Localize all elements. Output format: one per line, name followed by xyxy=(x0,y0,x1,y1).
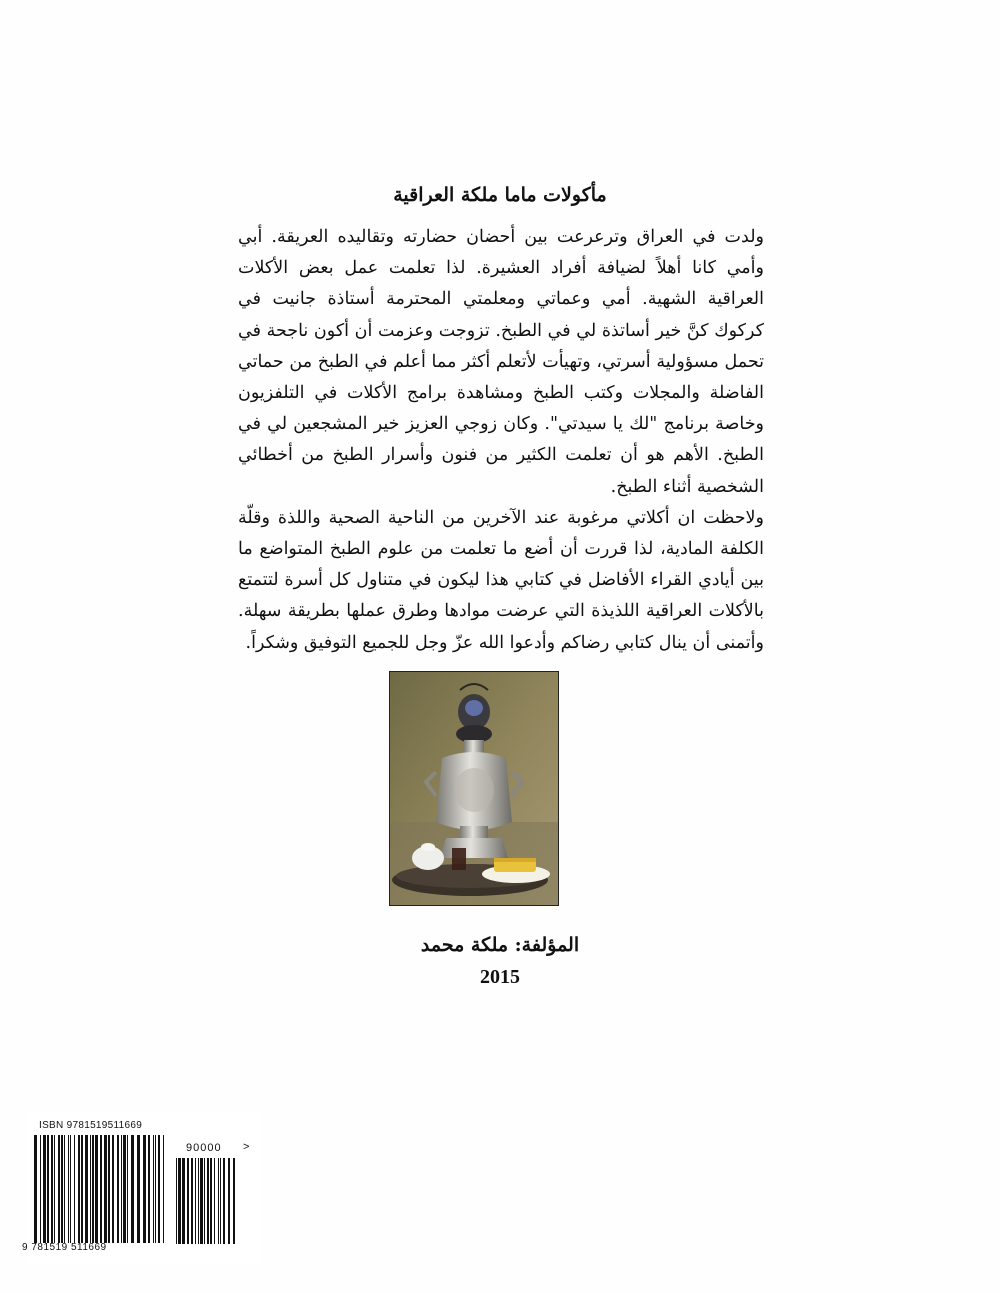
barcode-bar xyxy=(43,1135,46,1243)
price-code: 90000 xyxy=(186,1142,222,1154)
barcode-bar xyxy=(40,1135,41,1243)
barcode-bar xyxy=(210,1158,212,1244)
barcode-bar xyxy=(200,1158,203,1244)
barcode-bar xyxy=(34,1135,37,1243)
barcode-bar xyxy=(95,1135,98,1243)
samovar-photo-illustration xyxy=(390,672,558,905)
barcode-bar xyxy=(143,1135,146,1243)
barcode-bar xyxy=(64,1135,65,1243)
barcode-bar xyxy=(47,1135,49,1243)
barcode-bar xyxy=(207,1158,209,1244)
barcode-bar xyxy=(191,1158,193,1244)
barcode-bar xyxy=(54,1135,55,1243)
barcode-bar xyxy=(153,1135,154,1243)
barcode-bar xyxy=(61,1135,63,1243)
isbn-label: ISBN 9781519511669 xyxy=(39,1120,143,1131)
barcode-bar xyxy=(68,1135,69,1243)
barcode-bar xyxy=(155,1135,156,1243)
barcode-bar xyxy=(204,1158,205,1244)
barcode-bar xyxy=(123,1135,126,1243)
barcode-bar xyxy=(137,1135,140,1243)
barcode-bar xyxy=(108,1135,110,1243)
ean-barcode xyxy=(34,1135,166,1247)
addon-barcode xyxy=(176,1158,238,1244)
barcode-bar xyxy=(228,1158,230,1244)
barcode-bar xyxy=(223,1158,225,1244)
barcode-bar xyxy=(51,1135,53,1243)
samovar-photo xyxy=(389,671,559,906)
barcode-bar xyxy=(58,1135,60,1243)
barcode-bar xyxy=(117,1135,119,1243)
barcode-bar xyxy=(220,1158,221,1244)
blurb-paragraph-1: ولدت في العراق وترعرعت بين أحضان حضارته وتقاليده العريقة. أبي وأمي كانا أهلاً لضيافة أفراد العشيرة. لذا تعلمت عمل بعض الأكلات العراقية الشهية. أمي وعماتي ومعلمتي المحترمة أستاذة جانيت في كركوك كنَّ خير أساتذة لي في الطبخ. تزوجت وعزمت أن أكون ناجحة في تحمل مسؤولية أسرتي، وتهيأت لأتعلم أكثر مما أعلم في الطبخ من حماتي الفاضلة والمجلات وكتب الطبخ ومشاهدة برامج الأكلات في التلفزيون وخاصة برنامج "لك يا سيدتي". وكان زوجي العزيز خير المشجعين لي في الطبخ. الأهم هو أن تعلمت الكثير من فنون وأسرار الطبخ من أخطائي الشخصية أثناء الطبخ. xyxy=(238,227,764,497)
barcode-bar xyxy=(112,1135,114,1243)
barcode-bar xyxy=(178,1158,181,1244)
barcode-bar xyxy=(81,1135,83,1243)
publication-year: 2015 xyxy=(480,966,520,988)
barcode-bar xyxy=(176,1158,177,1244)
barcode-bar xyxy=(198,1158,199,1244)
barcode-bar xyxy=(127,1135,128,1243)
barcode-bar xyxy=(85,1135,88,1243)
barcode-bar xyxy=(78,1135,80,1243)
barcode-bar xyxy=(163,1135,164,1243)
barcode-bar xyxy=(195,1158,196,1244)
barcode-bar xyxy=(182,1158,185,1244)
barcode-bar xyxy=(187,1158,189,1244)
book-title: مأكولات ماما ملكة العراقية xyxy=(393,184,607,206)
barcode-bar xyxy=(148,1135,150,1243)
blurb-paragraph-2: ولاحظت ان أكلاتي مرغوبة عند الآخرين من الناحية الصحية واللذة وقلّة الكلفة المادية، لذا قررت أن أضع ما تعلمت من علوم الطبخ المتواضع ما بين أيادي القراء الأفاضل في كتابي هذا ليكون في متناول كل أسرة لتتمتع بالأكلات العراقية اللذيذة التي عرضت موادها وطرق عملها بطريقة سهلة. وأتمنى أن ينال كتابي رضاكم وأدعوا الله عزّ وجل للجميع التوفيق وشكراً. xyxy=(238,507,764,653)
barcode-bar xyxy=(218,1158,219,1244)
barcode-bar xyxy=(90,1135,91,1243)
price-arrow: > xyxy=(243,1141,250,1153)
barcode-bar xyxy=(74,1135,75,1243)
barcode-bar xyxy=(104,1135,107,1243)
barcode-bar xyxy=(214,1158,215,1244)
blurb-text xyxy=(238,222,764,682)
barcode-bar xyxy=(92,1135,94,1243)
barcode-bar xyxy=(100,1135,102,1243)
barcode-bar xyxy=(121,1135,122,1243)
author-line: المؤلفة: ملكة محمد xyxy=(420,934,580,956)
barcode-bar xyxy=(158,1135,160,1243)
barcode-bar xyxy=(233,1158,235,1244)
ean-digits: 9 781519 511669 xyxy=(22,1242,107,1253)
barcode-bar xyxy=(131,1135,134,1243)
barcode-bar xyxy=(70,1135,71,1243)
